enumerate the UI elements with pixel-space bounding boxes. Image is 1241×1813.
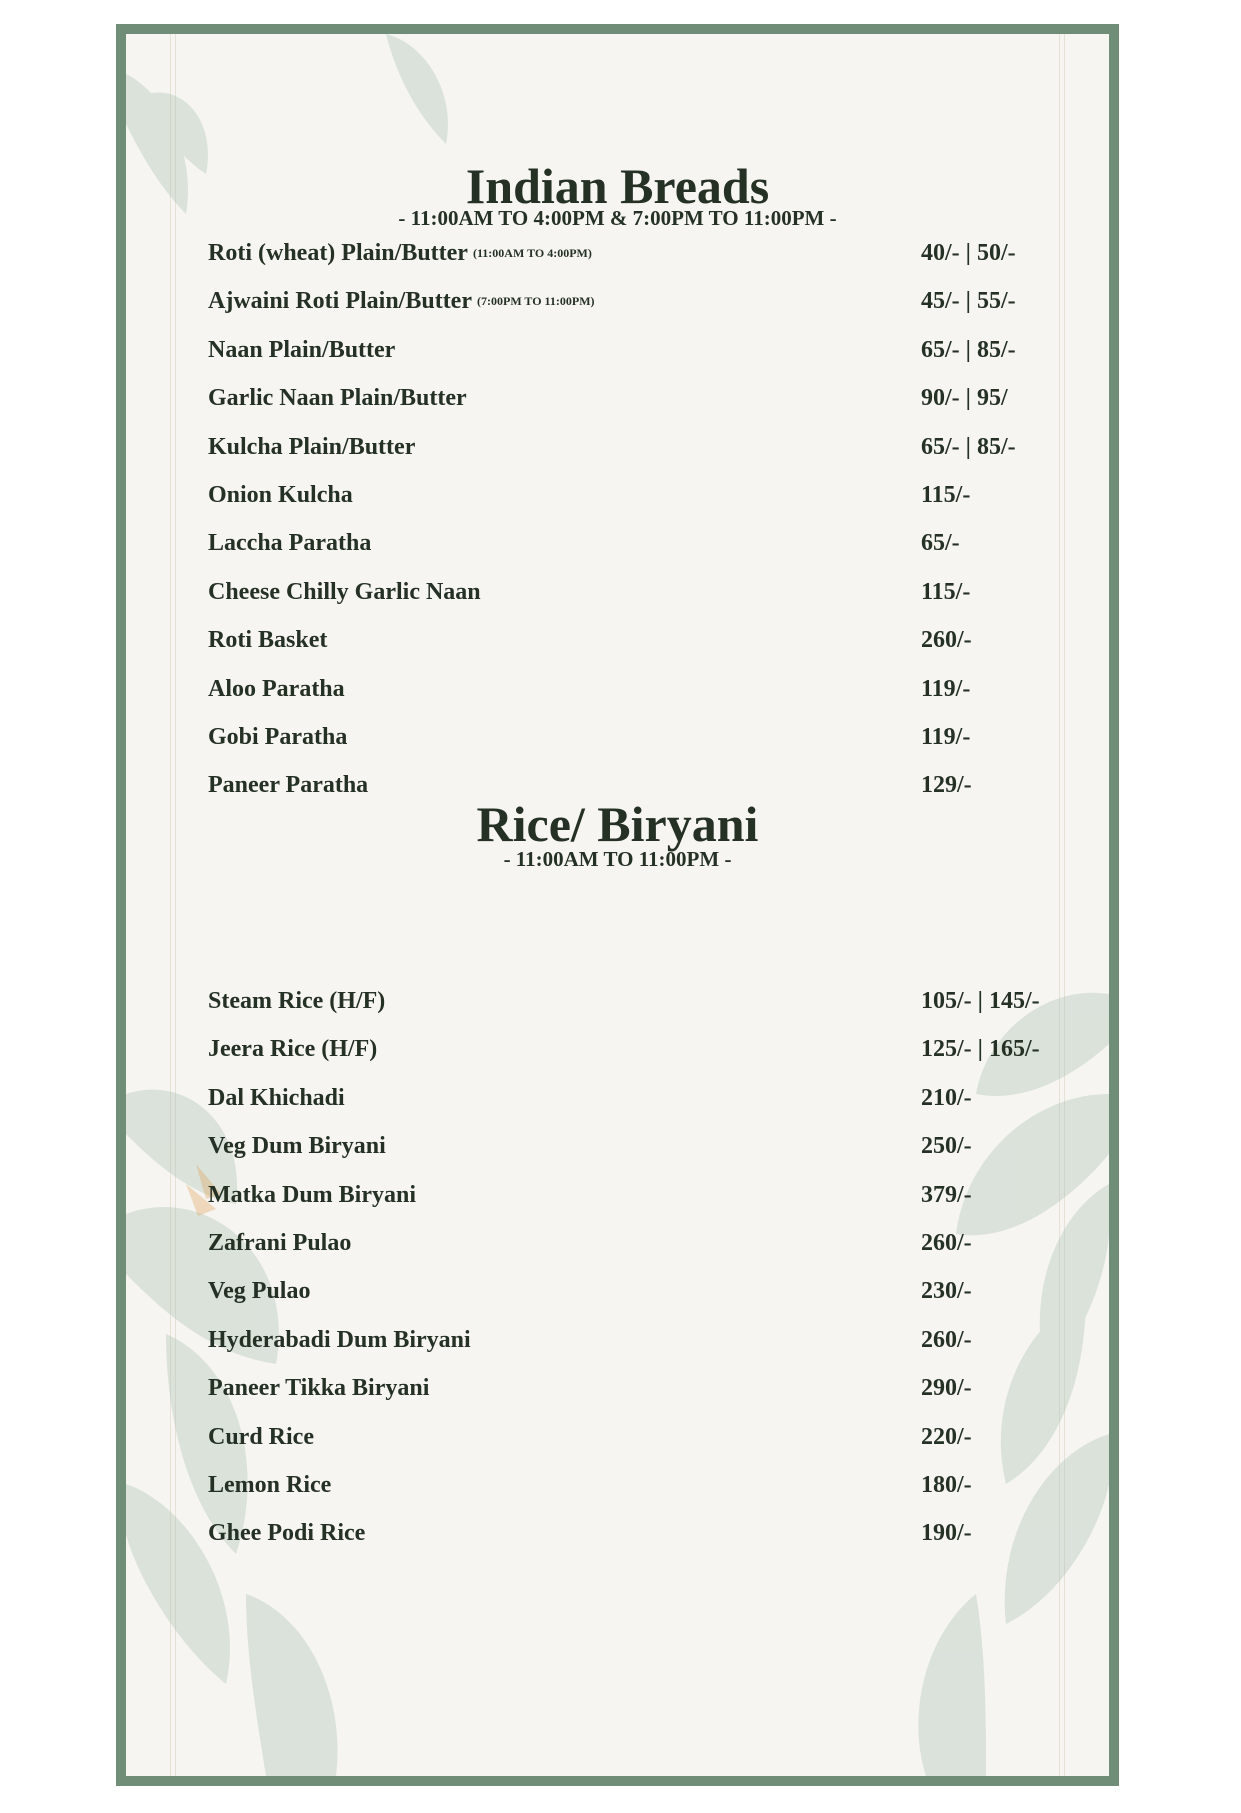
menu-item-price: 115/-	[921, 578, 971, 605]
menu-frame	[116, 24, 1119, 1786]
menu-item-price: 65/-	[921, 530, 960, 557]
menu-item-name: Onion Kulcha	[208, 482, 353, 508]
menu-item-price: 40/- | 50/-	[921, 240, 1016, 266]
menu-item-price: 45/- | 55/-	[921, 288, 1016, 315]
menu-item	[208, 1085, 1109, 1115]
menu-item-name: Laccha Paratha	[208, 530, 372, 557]
menu-item-price: 90/- | 95/	[921, 385, 1008, 412]
menu-item-name: Veg Pulao	[208, 1278, 311, 1305]
menu-item-price: 250/-	[921, 1133, 972, 1160]
menu-item-price: 260/-	[921, 1326, 972, 1353]
menu-item	[208, 482, 1109, 512]
menu-item-hours-note: (11:00AM TO 4:00PM)	[472, 246, 592, 260]
menu-item-price: 230/-	[921, 1278, 972, 1305]
menu-item-name: Lemon Rice	[208, 1472, 332, 1498]
menu-item	[208, 1036, 1109, 1066]
menu-item	[208, 530, 1109, 560]
menu-item	[208, 434, 1109, 464]
menu-item	[208, 240, 1109, 270]
menu-item	[208, 1278, 1109, 1308]
menu-item-name: Veg Dum Biryani	[208, 1133, 386, 1160]
menu-item	[208, 1520, 1109, 1550]
menu-page	[126, 34, 1109, 1776]
menu-item-name: Jeera Rice (H/F)	[208, 1036, 378, 1063]
menu-item-price: 105/- | 145/-	[921, 988, 1040, 1014]
menu-item	[208, 724, 1109, 754]
menu-item-name: Paneer Tikka Biryani	[208, 1375, 430, 1402]
menu-item-price: 65/- | 85/-	[921, 433, 1016, 460]
menu-item-name: Roti Basket	[208, 627, 328, 654]
section-hours-rice-biryani: - 11:00AM TO 11:00PM -	[503, 847, 732, 871]
menu-item-name: Curd Rice	[208, 1423, 314, 1450]
section-hours-indian-breads: - 11:00AM TO 4:00PM & 7:00PM TO 11:00PM -	[398, 206, 837, 230]
menu-item-name: Roti (wheat) Plain/Butter (11:00AM TO 4:00PM)	[208, 240, 592, 266]
menu-item-price: 210/-	[921, 1084, 972, 1111]
menu-item-hours-note: (7:00PM TO 11:00PM)	[477, 294, 595, 309]
menu-item	[208, 1230, 1109, 1260]
menu-item-name: Kulcha Plain/Butter	[208, 433, 416, 460]
menu-item-name: Ajwaini Roti Plain/Butter (7:00PM TO 11:00PM)	[208, 288, 595, 315]
menu-item	[208, 385, 1109, 415]
menu-item-name: Cheese Chilly Garlic Naan	[208, 578, 481, 605]
menu-item	[208, 1133, 1109, 1163]
menu-item	[208, 337, 1109, 367]
menu-item-price: 190/-	[921, 1520, 972, 1547]
menu-item-price: 129/-	[921, 772, 972, 799]
menu-item-name: Matka Dum Biryani	[208, 1181, 417, 1208]
menu-item-price: 290/-	[921, 1375, 972, 1402]
menu-item	[208, 676, 1109, 706]
menu-item	[208, 1327, 1109, 1357]
menu-item	[208, 288, 1109, 318]
menu-item-name: Garlic Naan Plain/Butter	[208, 385, 467, 412]
menu-item-name: Steam Rice (H/F)	[208, 988, 386, 1014]
menu-item-name: Hyderabadi Dum Biryani	[208, 1326, 471, 1353]
menu-item-name: Dal Khichadi	[208, 1084, 345, 1111]
section-title-rice-biryani: Rice/ Biryani	[476, 796, 759, 852]
menu-item	[208, 1182, 1109, 1212]
menu-item-price: 65/- | 85/-	[921, 336, 1016, 363]
menu-item-price: 180/-	[921, 1472, 972, 1498]
menu-item-price: 115/-	[921, 482, 971, 508]
menu-item-name: Zafrani Pulao	[208, 1230, 352, 1256]
menu-item-price: 260/-	[921, 627, 972, 654]
menu-item-price: 119/-	[921, 724, 971, 750]
menu-item	[208, 1424, 1109, 1454]
menu-item-name: Naan Plain/Butter	[208, 336, 396, 363]
menu-item-name: Gobi Paratha	[208, 724, 348, 750]
menu-item	[208, 579, 1109, 609]
menu-item-name: Aloo Paratha	[208, 675, 345, 702]
menu-item-name: Paneer Paratha	[208, 772, 369, 799]
menu-item	[208, 1472, 1109, 1502]
menu-item-price: 379/-	[921, 1181, 972, 1208]
menu-item	[208, 988, 1109, 1018]
menu-item-name: Ghee Podi Rice	[208, 1520, 366, 1547]
menu-item	[208, 1375, 1109, 1405]
menu-item-price: 125/- | 165/-	[921, 1036, 1040, 1063]
menu-item-price: 119/-	[921, 675, 971, 702]
menu-item	[208, 627, 1109, 657]
section-title-indian-breads: Indian Breads	[465, 158, 770, 214]
menu-item-price: 260/-	[921, 1230, 972, 1256]
menu-item-price: 220/-	[921, 1423, 972, 1450]
